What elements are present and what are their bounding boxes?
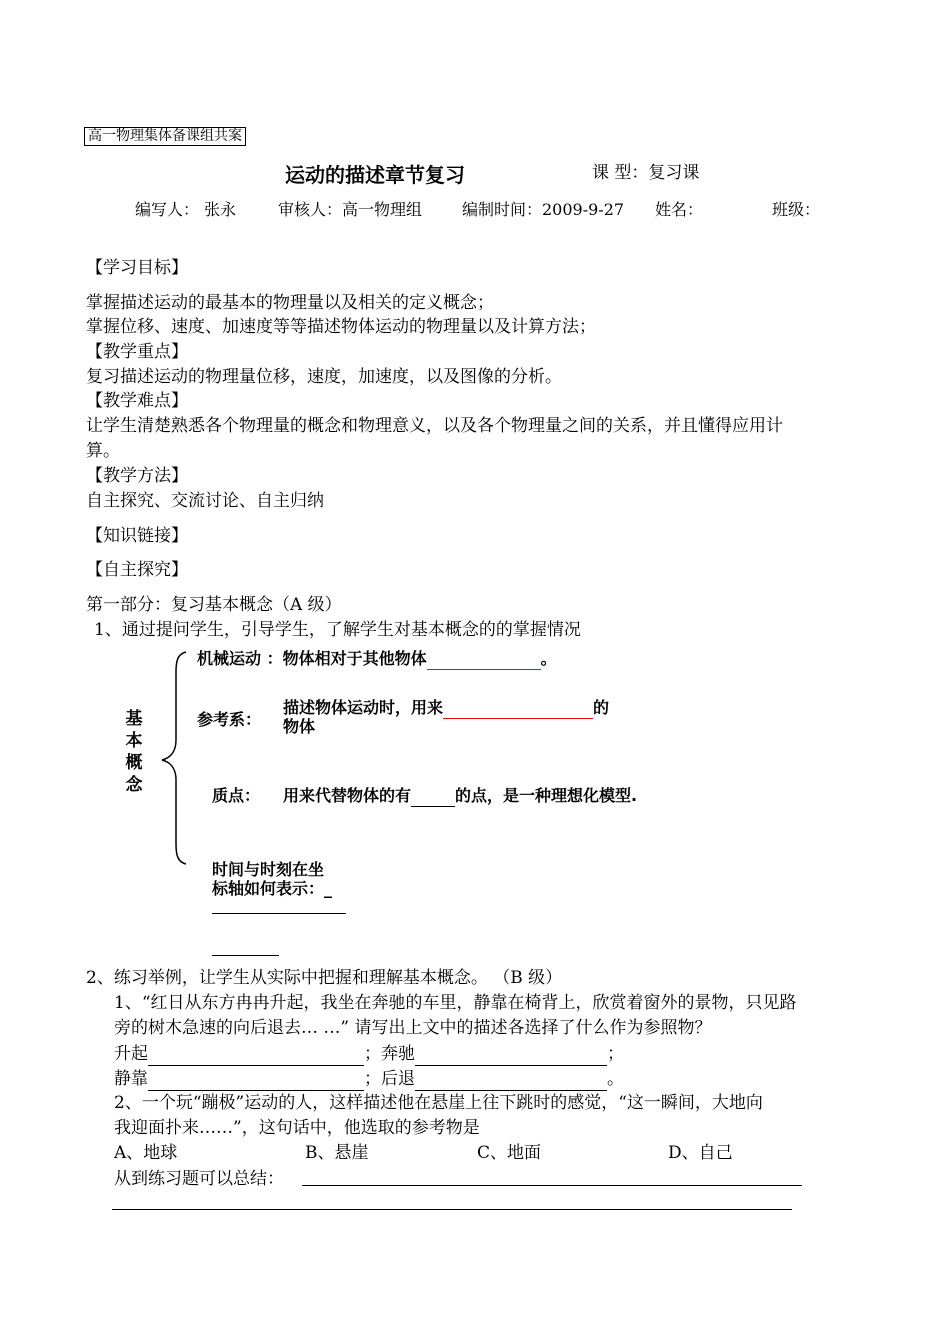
q1-line-1: 1、“红日从东方冉冉升起，我坐在奔驰的车里，静靠在椅背上，欣赏着窗外的景物，只见路 bbox=[114, 993, 797, 1013]
reference-label: 参考系： bbox=[197, 710, 262, 729]
explore-heading: 【自主探究】 bbox=[86, 560, 188, 580]
links-heading: 【知识链接】 bbox=[86, 526, 188, 546]
goal-2: 掌握位移、速度、加速度等等描述物体运动的物理量以及计算方法； bbox=[86, 317, 596, 337]
reference-text: 描述物体运动时，用来 的 bbox=[283, 698, 610, 717]
blank-rush[interactable] bbox=[415, 1043, 607, 1066]
summary-blank-1[interactable] bbox=[302, 1185, 802, 1186]
item-2: 2、练习举例，让学生从实际中把握和理解基本概念。 （B 级） bbox=[86, 968, 563, 988]
q1-row-2: 静靠 ；后退 。 bbox=[114, 1069, 624, 1089]
difficulty-line-1: 让学生清楚熟悉各个物理量的概念和物理意义，以及各个物理量之间的关系，并且懂得应用计 bbox=[86, 416, 783, 436]
group-label: 高一物理集体备课组共案 bbox=[84, 127, 246, 146]
option-c[interactable]: C、地面 bbox=[477, 1143, 542, 1163]
difficulty-heading: 【教学难点】 bbox=[86, 391, 188, 411]
option-d[interactable]: D、自己 bbox=[668, 1143, 733, 1163]
blank-particle[interactable] bbox=[411, 786, 455, 807]
author-field: 编写人： 张永 bbox=[135, 200, 237, 219]
page-title: 运动的描述章节复习 bbox=[285, 163, 465, 187]
q2-line-1: 2、一个玩“蹦极”运动的人，这样描述他在悬崖上往下跳时的感觉，“这一瞬间，大地向 bbox=[114, 1093, 763, 1113]
difficulty-line-2: 算。 bbox=[86, 441, 120, 461]
q1-row-1: 升起 ；奔驰 ； bbox=[114, 1044, 624, 1064]
blank-time-line-2[interactable] bbox=[212, 955, 279, 956]
option-a[interactable]: A、地球 bbox=[114, 1143, 178, 1163]
class-field: 班级： bbox=[772, 200, 821, 219]
course-type: 课 型：复习课 bbox=[592, 163, 700, 183]
concept-brace bbox=[150, 648, 190, 868]
option-b[interactable]: B、悬崖 bbox=[305, 1143, 369, 1163]
method-heading: 【教学方法】 bbox=[86, 466, 188, 486]
blank-back[interactable] bbox=[415, 1068, 607, 1091]
q1-line-2: 旁的树木急速的向后退去… …” 请写出上文中的描述各选择了什么作为参照物？ bbox=[114, 1018, 712, 1038]
goal-1: 掌握描述运动的最基本的物理量以及相关的定义概念； bbox=[86, 293, 494, 313]
date-field: 编制时间：2009-9-27 bbox=[462, 200, 625, 219]
name-field: 姓名： bbox=[655, 200, 704, 219]
blank-rise[interactable] bbox=[148, 1043, 364, 1066]
time-line-1: 时间与时刻在坐 bbox=[212, 860, 325, 879]
reference-line-2: 物体 bbox=[283, 717, 316, 736]
blank-lean[interactable] bbox=[148, 1068, 364, 1091]
blank-mechanical-motion[interactable] bbox=[427, 649, 541, 670]
mechanical-motion: 机械运动 ：物体相对于其他物体 。 bbox=[197, 649, 557, 668]
particle-text: 用来代替物体的有 的点，是一种理想化模型. bbox=[283, 786, 638, 805]
blank-reference[interactable] bbox=[443, 698, 593, 719]
blank-time-line-1[interactable] bbox=[212, 913, 346, 914]
key-text: 复习描述运动的物理量位移，速度，加速度，以及图像的分析。 bbox=[86, 367, 562, 387]
reviewer-field: 审核人：高一物理组 bbox=[278, 200, 423, 219]
concept-side-label: 基本概念 bbox=[125, 709, 143, 795]
particle-label: 质点： bbox=[212, 786, 261, 805]
part-1-heading: 第一部分：复习基本概念（A 级） bbox=[86, 595, 342, 615]
summary-label: 从到练习题可以总结： bbox=[114, 1169, 284, 1189]
q2-line-2: 我迎面扑来……”，这句话中，他选取的参考物是 bbox=[114, 1118, 480, 1138]
item-1: 1、通过提问学生，引导学生，了解学生对基本概念的的掌握情况 bbox=[94, 620, 581, 640]
time-line-2: 标轴如何表示：_ bbox=[212, 879, 333, 898]
key-heading: 【教学重点】 bbox=[86, 342, 188, 362]
method-text: 自主探究、交流讨论、自主归纳 bbox=[86, 491, 324, 511]
goals-heading: 【学习目标】 bbox=[86, 258, 188, 278]
summary-blank-2[interactable] bbox=[112, 1209, 792, 1210]
